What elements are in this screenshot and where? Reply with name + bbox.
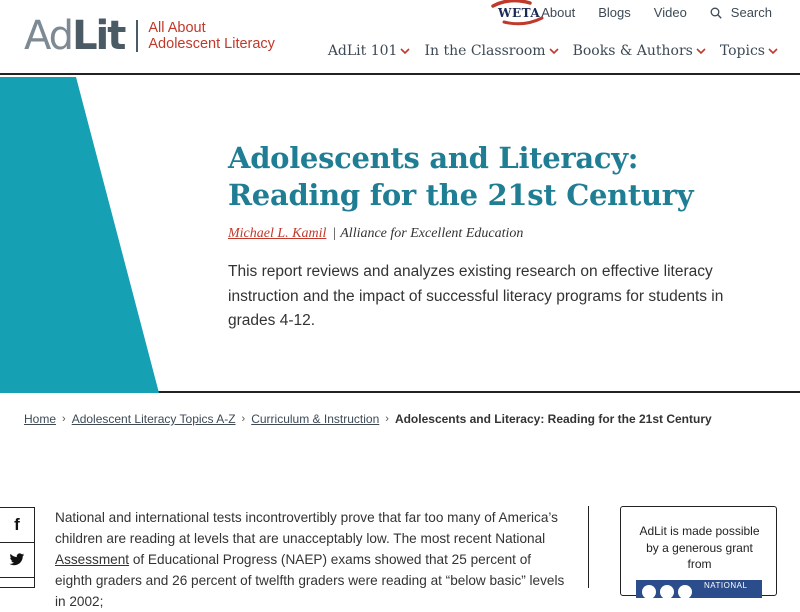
- logo-circle: [642, 585, 656, 599]
- site-header: [0, 0, 800, 75]
- utility-link-video[interactable]: Video: [653, 5, 687, 20]
- sponsor-logo-text: NATIONAL: [704, 581, 748, 590]
- facebook-icon: f: [14, 515, 20, 534]
- nav-item-adlit-101[interactable]: [328, 43, 411, 59]
- nav-label: Books & Authors: [572, 43, 693, 59]
- twitter-share-button[interactable]: [0, 543, 34, 578]
- share-rail: [0, 507, 35, 588]
- chevron-down-icon: [549, 47, 559, 55]
- sponsor-line-3: from: [687, 557, 712, 571]
- chevron-down-icon: [768, 47, 778, 55]
- nav-item-topics[interactable]: [720, 43, 778, 59]
- logo-circle: [678, 585, 692, 599]
- hero-teal-shape: [0, 77, 170, 393]
- logo-lit-text: Lit: [72, 13, 125, 59]
- weta-text: WETA: [498, 6, 541, 20]
- search-label: Search: [730, 5, 772, 20]
- nav-label: In the Classroom: [424, 43, 546, 59]
- breadcrumb: [24, 412, 712, 426]
- organization: Alliance for Excellent Education: [340, 226, 524, 241]
- logo-divider: [136, 20, 138, 52]
- search-icon: [710, 7, 722, 19]
- utility-link-about[interactable]: About: [541, 5, 576, 20]
- hero-banner: [0, 77, 800, 393]
- article-text-1: National and international tests incontrovertibly prove that far too many of America’s children are reading at levels that are unacceptably low. The most recent National: [55, 510, 558, 546]
- utility-nav: [541, 5, 772, 20]
- chevron-right-icon: ›: [385, 413, 389, 425]
- article-text-2: of Educational Progress (NAEP) exams showed that 25 percent of eighth graders and 26 percent of twelfth graders were reading at “below basic” levels in 2002;: [55, 552, 565, 609]
- sponsor-box: [620, 506, 777, 596]
- utility-link-blogs[interactable]: Blogs: [598, 5, 631, 20]
- chevron-right-icon: ›: [241, 413, 246, 425]
- nav-item-in-the-classroom[interactable]: [424, 43, 558, 59]
- facebook-share-button[interactable]: [0, 508, 34, 543]
- main-nav: [328, 43, 778, 59]
- breadcrumb-current: Adolescents and Literacy: Reading for the 21st Century: [394, 412, 712, 426]
- adlit-logo[interactable]: [24, 14, 275, 58]
- byline-divider: |: [332, 226, 337, 241]
- tagline-line-1: All About: [148, 20, 206, 36]
- byline: [228, 226, 523, 242]
- article-body: [55, 507, 565, 612]
- logo-circle: [660, 585, 674, 599]
- logo-tagline: [148, 20, 275, 52]
- search-button[interactable]: [710, 5, 772, 20]
- breadcrumb-home[interactable]: Home: [24, 412, 57, 426]
- sponsor-logo[interactable]: [636, 580, 762, 598]
- nav-label: Topics: [719, 43, 765, 59]
- author-link[interactable]: Michael L. Kamil: [228, 226, 327, 241]
- page-title: Adolescents and Literacy: Reading for the 21st Century: [228, 141, 694, 212]
- sidebar-divider: [588, 506, 589, 588]
- sponsor-line-1: AdLit is made possible: [639, 524, 760, 538]
- sponsor-line-2: by a generous grant: [646, 540, 753, 555]
- chevron-right-icon: ›: [62, 413, 66, 425]
- article-summary: This report reviews and analyzes existing research on effective literacy instruction and the impact of successful literacy programs for students in grades 4-12.: [228, 263, 724, 329]
- tagline-line-2: Adolescent Literacy: [148, 36, 275, 52]
- breadcrumb-topics[interactable]: Adolescent Literacy Topics A-Z: [71, 412, 236, 426]
- nav-item-books-authors[interactable]: [573, 43, 706, 59]
- chevron-down-icon: [400, 47, 410, 55]
- logo-ad-text: Ad: [24, 13, 73, 59]
- glossary-link-assessment[interactable]: Assessment: [55, 552, 130, 567]
- sponsor-text: [621, 523, 778, 573]
- twitter-icon: [9, 553, 25, 567]
- nav-label: AdLit 101: [327, 43, 398, 59]
- weta-logo[interactable]: [490, 0, 546, 26]
- breadcrumb-section[interactable]: Curriculum & Instruction: [251, 412, 380, 426]
- chevron-down-icon: [696, 47, 706, 55]
